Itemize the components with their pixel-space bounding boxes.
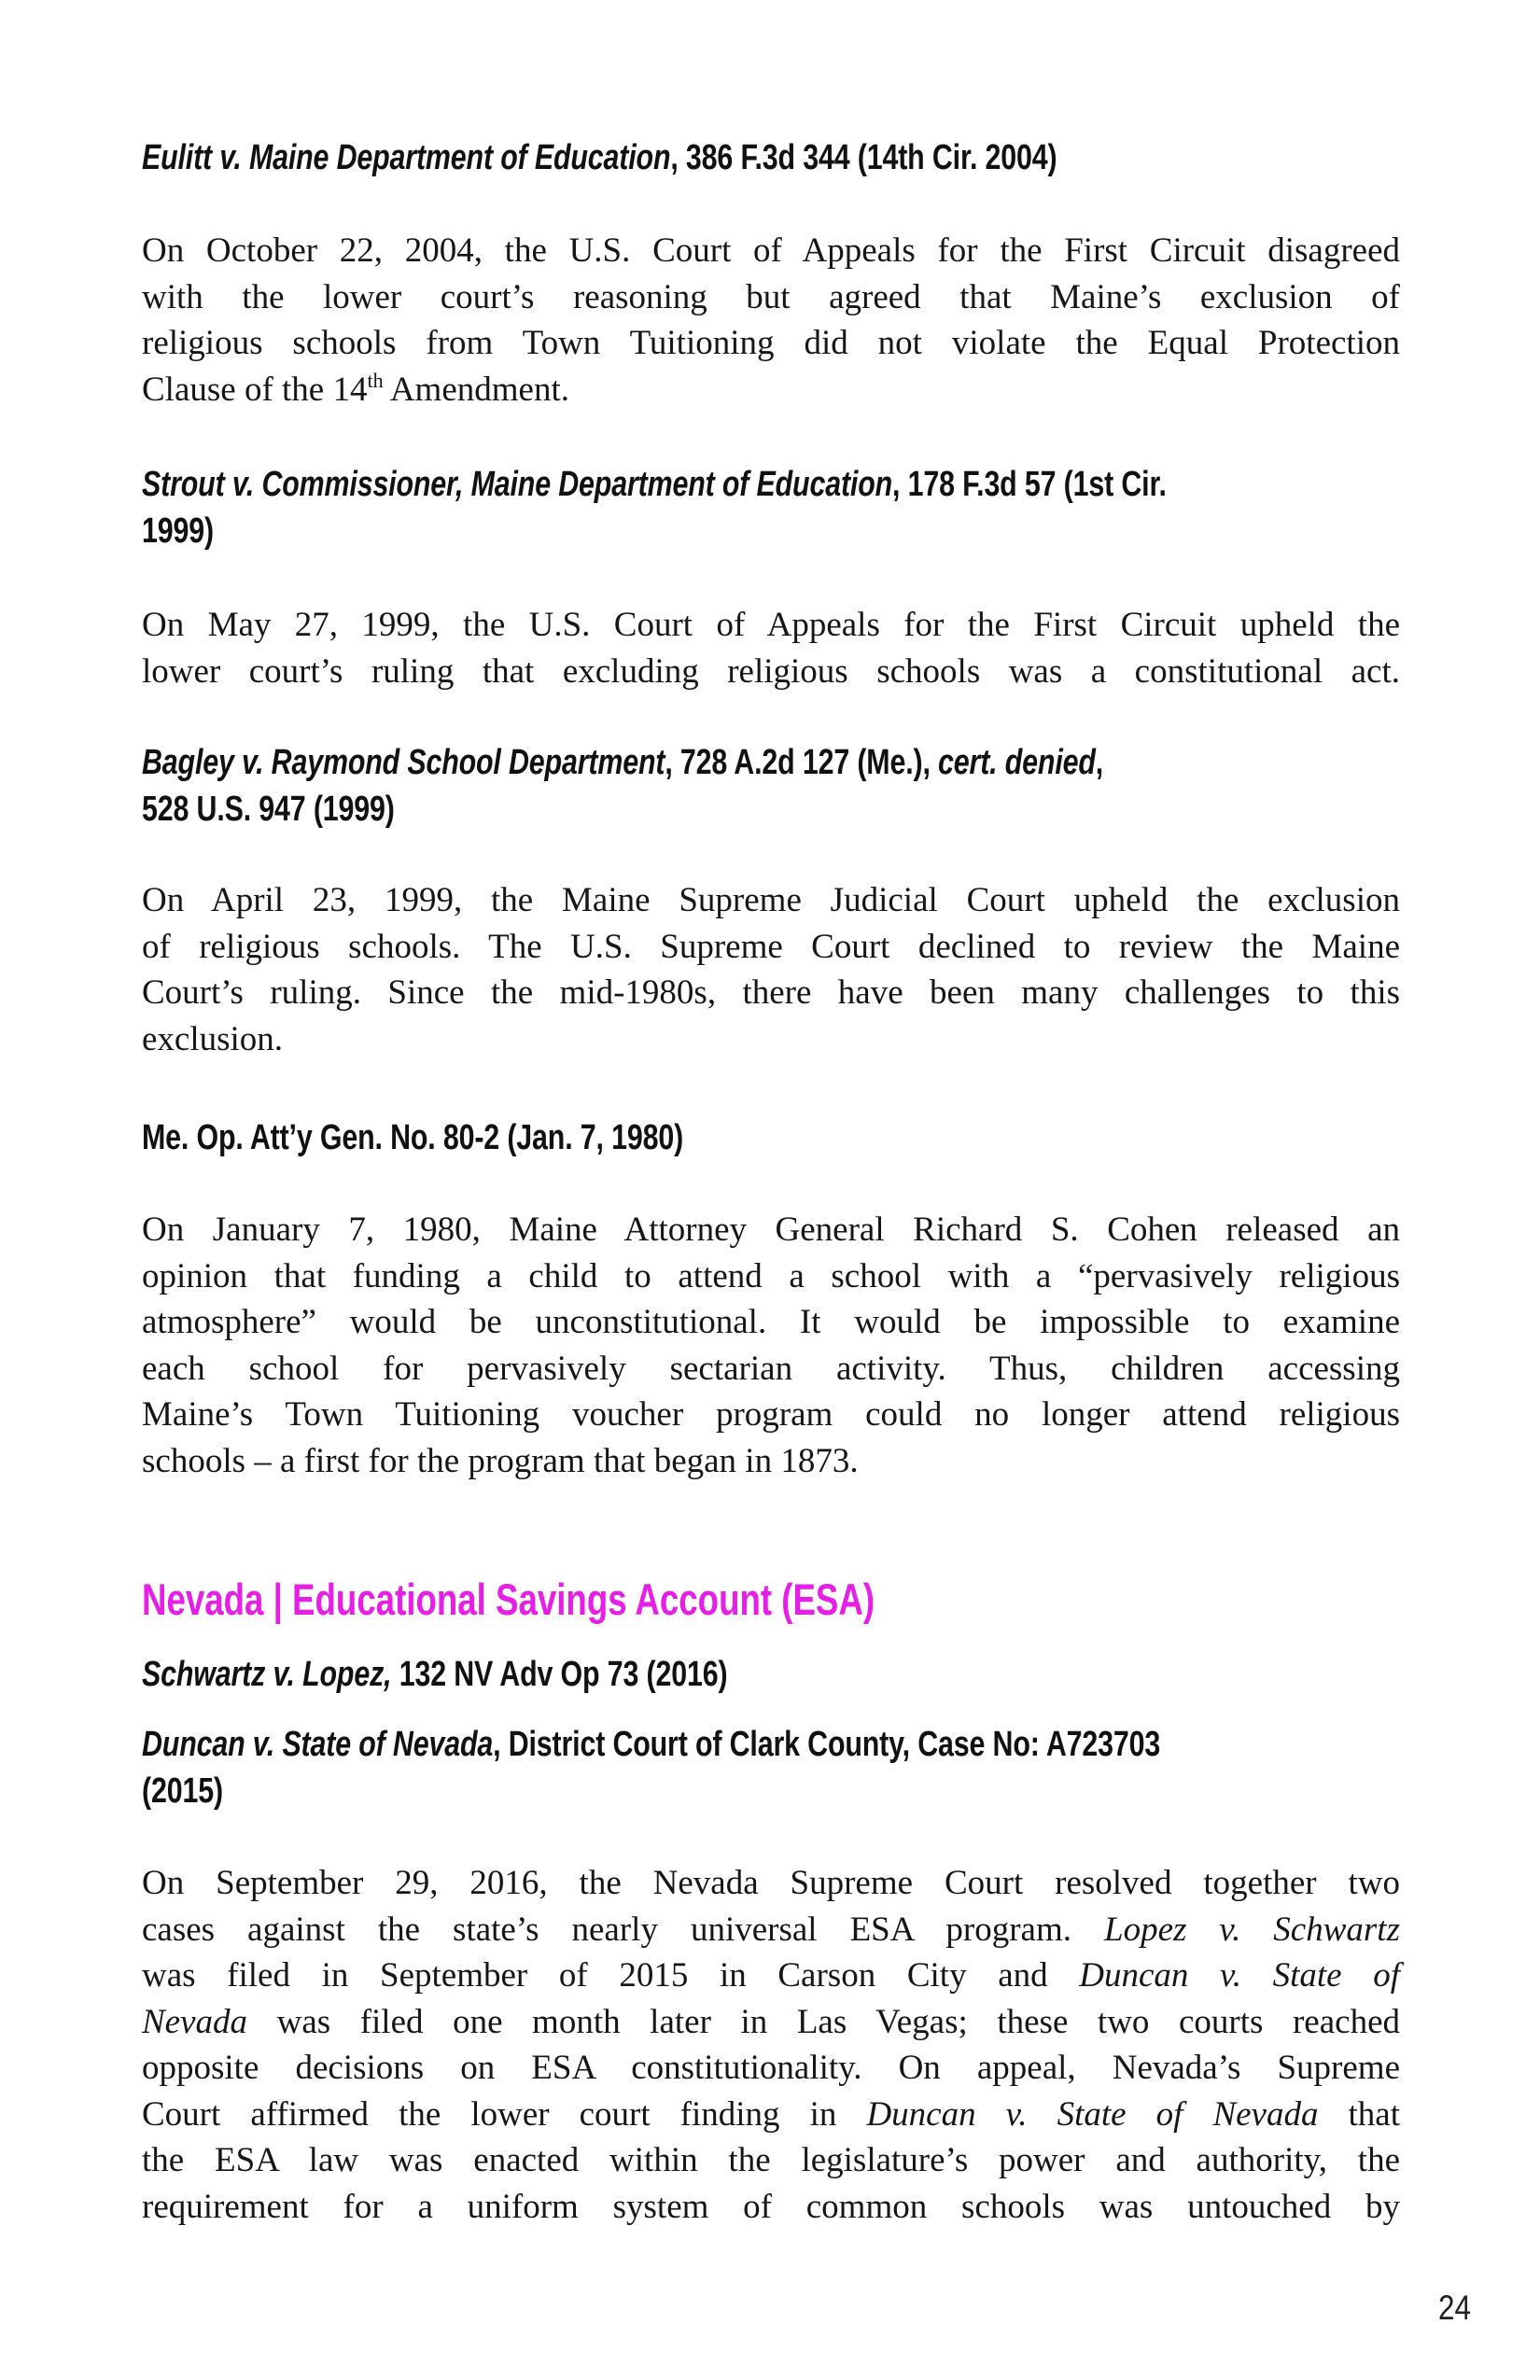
case-summary-eulitt: [142, 228, 1400, 413]
body-line: On October 22, 2004, the U.S. Court of Appeals for the First Circuit disagreed: [142, 231, 1400, 270]
case-heading-duncan: [142, 1721, 1160, 1814]
section-title-nevada-esa: Nevada | Educational Savings Account (ESA): [142, 1575, 875, 1624]
body-line: opposite decisions on ESA constitutionality. On appeal, Nevada’s Supreme: [142, 2049, 1400, 2087]
body-line: Clause of the 14th Amendment.: [142, 368, 569, 409]
body-line: schools – a first for the program that began in 1873.: [142, 1441, 859, 1480]
case-heading-eulitt: [142, 134, 1057, 181]
case-summary-strout: [142, 602, 1400, 694]
case-heading-line: Bagley v. Raymond School Department, 728 A.2d 127 (Me.), cert. denied,: [142, 743, 1104, 782]
case-summary-bagley: [142, 877, 1400, 1062]
case-heading-bagley: [142, 739, 1103, 833]
case-name-italic: Nevada: [142, 2002, 248, 2041]
body-line: cases against the state’s nearly universal ESA program. Lopez v. Schwartz: [142, 1910, 1400, 1949]
page-number: 24: [1438, 2289, 1471, 2327]
body-line: On September 29, 2016, the Nevada Supreme Court resolved together two: [142, 1864, 1400, 1902]
case-heading-line: Duncan v. State of Nevada, District Court of Clark County, Case No: A723703: [142, 1725, 1161, 1764]
case-heading-line: 1999): [142, 511, 214, 551]
body-line: was filed in September of 2015 in Carson City and Duncan v. State of: [142, 1956, 1400, 1995]
body-line: requirement for a uniform system of common schools was untouched by: [142, 2187, 1400, 2226]
body-line: of religious schools. The U.S. Supreme Court declined to review the Maine: [142, 927, 1400, 966]
case-heading-strout: [142, 461, 1167, 554]
case-heading-ag-opinion: [142, 1114, 683, 1161]
body-line: religious schools from Town Tuitioning did not violate the Equal Protection: [142, 324, 1400, 362]
case-name-italic: Duncan v. State of Nevada: [866, 2094, 1319, 2134]
body-line: atmosphere” would be unconstitutional. It would be impossible to examine: [142, 1303, 1400, 1341]
case-heading-schwartz: [142, 1651, 727, 1698]
case-name-italic: Lopez v. Schwartz: [1104, 1910, 1400, 1949]
body-line: On April 23, 1999, the Maine Supreme Judicial Court upheld the exclusion: [142, 881, 1400, 919]
case-summary-ag-opinion: [142, 1207, 1400, 1484]
case-heading-line: Eulitt v. Maine Department of Education, 386 F.3d 344 (14th Cir. 2004): [142, 138, 1057, 177]
case-heading-line: Schwartz v. Lopez, 132 NV Adv Op 73 (2016): [142, 1655, 728, 1694]
case-heading-line: 528 U.S. 947 (1999): [142, 790, 395, 829]
case-name-italic: Duncan v. State of: [1079, 1956, 1400, 1995]
body-line: On May 27, 1999, the U.S. Court of Appeals for the First Circuit upheld the: [142, 606, 1400, 644]
case-heading-line: (2015): [142, 1771, 223, 1811]
body-line: Court’s ruling. Since the mid-1980s, there have been many challenges to this: [142, 973, 1400, 1012]
body-line: each school for pervasively sectarian activity. Thus, children accessing: [142, 1349, 1400, 1388]
body-line: Nevada was filed one month later in Las Vegas; these two courts reached: [142, 2002, 1400, 2041]
body-line: the ESA law was enacted within the legislature’s power and authority, the: [142, 2141, 1400, 2179]
body-line: Court affirmed the lower court finding in Duncan v. State of Nevada that: [142, 2094, 1401, 2134]
ordinal-suffix: th: [367, 368, 384, 392]
case-heading-line: Strout v. Commissioner, Maine Department of Education, 178 F.3d 57 (1st Cir.: [142, 465, 1167, 504]
body-line: On January 7, 1980, Maine Attorney General Richard S. Cohen released an: [142, 1211, 1400, 1249]
case-summary-nevada: [142, 1860, 1400, 2230]
body-line: exclusion.: [142, 1019, 284, 1058]
body-line: opinion that funding a child to attend a school with a “pervasively religious: [142, 1256, 1400, 1295]
case-heading-line: Me. Op. Att’y Gen. No. 80-2 (Jan. 7, 1980): [142, 1118, 684, 1157]
body-line: with the lower court’s reasoning but agreed that Maine’s exclusion of: [142, 277, 1400, 316]
body-line: Maine’s Town Tuitioning voucher program could no longer attend religious: [142, 1395, 1400, 1434]
body-line: lower court’s ruling that excluding religious schools was a constitutional act.: [142, 651, 1400, 691]
